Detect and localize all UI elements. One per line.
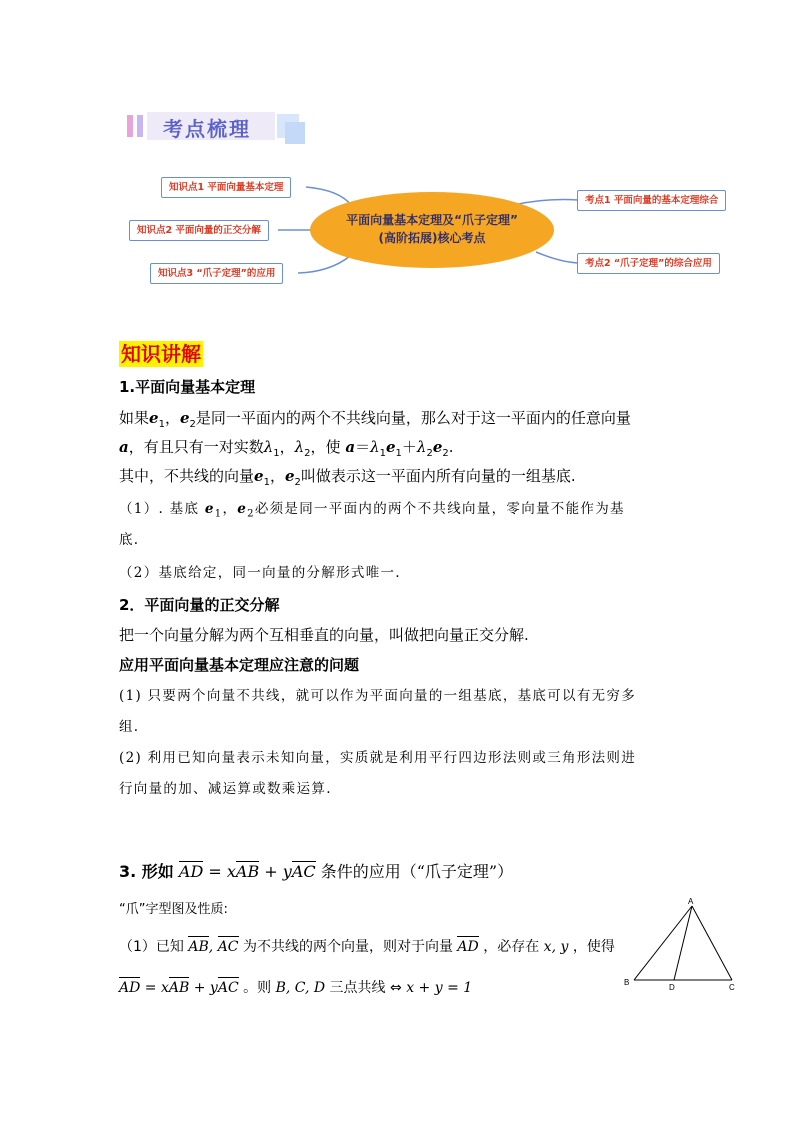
section1-title: 1.平面向量基本定理: [119, 378, 256, 396]
mindmap-node-exam-2: 考点2 “爪子定理”的综合应用: [577, 253, 720, 274]
vertex-label-a: A: [688, 897, 694, 906]
mindmap-node-knowledge-1: 知识点1 平面向量基本定理: [161, 177, 291, 198]
section1-paragraph-2: a，有且只有一对实数$\lambda_1$，$\lambda_2$，使 $a=\lambda_1e_1+\lambda_2e_2$.: [119, 438, 454, 459]
claw-triangle-figure: [620, 896, 750, 996]
section1-paragraph: 如果$e_1$，$e_2$是同一平面内的两个不共线向量，那么对于这一平面内的任意向量: [119, 409, 631, 430]
vertex-label-d: D: [669, 983, 675, 992]
mindmap-center-node: [310, 192, 554, 268]
vertex-label-c: C: [729, 983, 735, 992]
section2-title: 2．平面向量的正交分解: [119, 596, 280, 614]
mindmap-center-title: 平面向量基本定理及“爪子定理”: [346, 213, 518, 227]
section3-paragraph: “爪”字型图及性质:: [119, 902, 228, 917]
section2-note-1: (1) 只要两个向量不共线，就可以作为平面向量的一组基底，基底可以有无穷多: [119, 688, 637, 704]
vertex-label-b: B: [624, 978, 630, 987]
section2-note-2-cont: 行向量的加、减运算或数乘运算.: [119, 781, 332, 797]
section1-note-1: （1）. 基底 $e_1$，$e_2$必须是同一平面内的两个不共线向量，零向量不能作为基: [119, 501, 625, 520]
section2-paragraph: 把一个向量分解为两个互相垂直的向量，叫做把向量正交分解.: [119, 626, 529, 644]
section3-statement-2: AD = xAB + yAC 。则 B, C, D 三点共线 ⇔ x + y = 1: [119, 980, 473, 996]
knowledge-heading: 知识讲解: [121, 342, 201, 366]
mindmap-center-subtitle: (高阶拓展)核心考点: [378, 231, 486, 245]
mindmap-node-knowledge-2: 知识点2 平面向量的正交分解: [129, 220, 269, 241]
section1-note-1-cont: 底.: [119, 532, 140, 548]
section2-note-2: (2) 利用已知向量表示未知向量，实质就是利用平行四边形法则或三角形法则进: [119, 750, 637, 766]
section1-paragraph-3: 其中，不共线的向量$e_1$，$e_2$叫做表示这一平面内所有向量的一组基底.: [119, 467, 576, 488]
mindmap-node-exam-1: 考点1 平面向量的基本定理综合: [577, 190, 726, 211]
mindmap-node-knowledge-3: 知识点3 “爪子定理”的应用: [150, 263, 283, 284]
section2-note-1-cont: 组.: [119, 719, 140, 735]
section-title: 考点梳理: [163, 117, 251, 141]
section2-subtitle: 应用平面向量基本定理应注意的问题: [119, 656, 360, 674]
section3-title: 3. 形如 AD = xAB + yAC 条件的应用（“爪子定理”）: [119, 862, 514, 881]
section1-note-2: （2）基底给定，同一向量的分解形式唯一.: [119, 565, 401, 581]
triangle-side-ac: [692, 906, 732, 980]
section3-statement: （1）已知 AB, AC 为不共线的两个向量，则对于向量 AD ，必存在 x, y ，使得: [119, 939, 615, 955]
